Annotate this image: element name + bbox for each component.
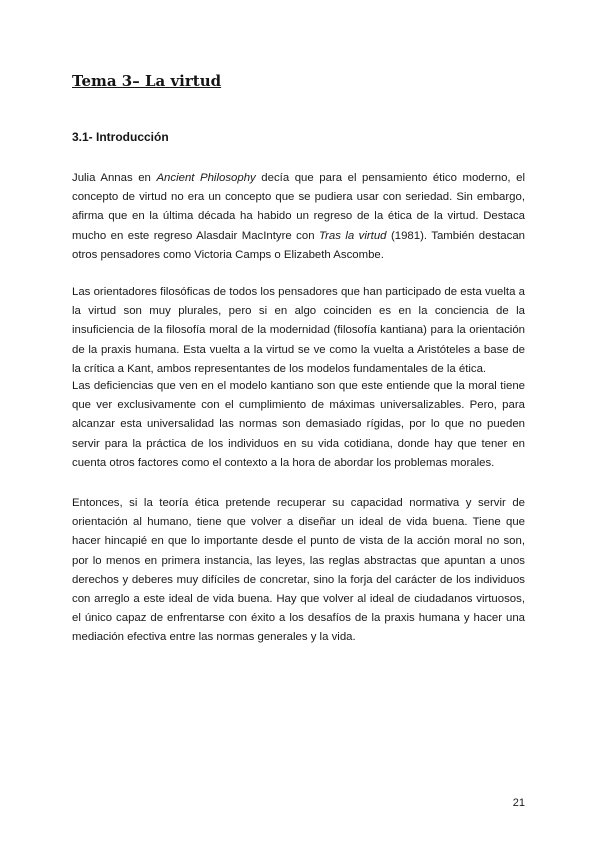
- page-number: 21: [512, 797, 525, 809]
- page-title: Tema 3– La virtud: [72, 72, 222, 90]
- paragraph-text-segment: (1981). También destacan otros pensadores como Victoria Camps o Elizabeth Ascombe.: [72, 229, 525, 261]
- paragraph-text-segment: decía que para el pensamiento ético moderno, el concepto de virtud no era un concepto que se pudiera usar con seriedad. Sin embargo, afirma que en la última década ha habido un regreso de la ética de la virtud. Destaca mucho en este regreso Alasdair MacIntyre con: [72, 172, 526, 242]
- paragraph-ideal-good-life: Entonces, si la teoría ética pretende recuperar su capacidad normativa y servir de orientación al humano, tiene que volver a diseñar un ideal de vida buena. Tiene que hacer hincapié en que lo importante desde el punto de vista de la acción moral no son, por lo menos en primera instancia, las leyes, las reglas abstractas que apuntan a unos derechos y deberes muy difíciles de concretar, sino la forja del carácter de los individuos con arreglo a este ideal de vida buena. Hay que volver al ideal de ciudadanos virtuosos, el único capaz de enfrentarse con éxito a los desafíos de la praxis humana y hacer una mediación efectiva entre las normas generales y la vida.: [72, 497, 525, 644]
- paragraph-kantian-deficiencies: Las deficiencias que ven en el modelo kantiano son que este entiende que la moral tiene que ver exclusivamente con el cumplimiento de máximas universalizables. Pero, para alcanzar esta universalidad las normas son demasiado rígidas, por lo que no pueden servir para la práctica de los individuos en su vida cotidiana, donde hay que tener en cuenta otros factores como el contexto a la hora de abordar los problemas morales.: [72, 380, 525, 469]
- paragraph-introduction: [72, 169, 525, 265]
- paragraph-text-segment: Julia Annas en: [72, 172, 157, 184]
- book-title-tras-la-virtud: Tras la virtud: [318, 229, 387, 242]
- paragraph-virtue-return: Las orientadores filosóficas de todos los pensadores que han participado de esta vuelta a la virtud son muy plurales, pero si en algo coinciden es en la conciencia de la insuficiencia de la filosofía moral de la modernidad (filosofía kantiana) para la orientación de la praxis humana. Esta vuelta a la virtud se ve como la vuelta a Aristóteles a base de la crítica a Kant, ambos representantes de los modelos fundamentales de la ética.: [72, 286, 525, 375]
- book-title-ancient-philosophy: Ancient Philosophy: [156, 172, 256, 184]
- section-heading: 3.1- Introducción: [72, 130, 169, 144]
